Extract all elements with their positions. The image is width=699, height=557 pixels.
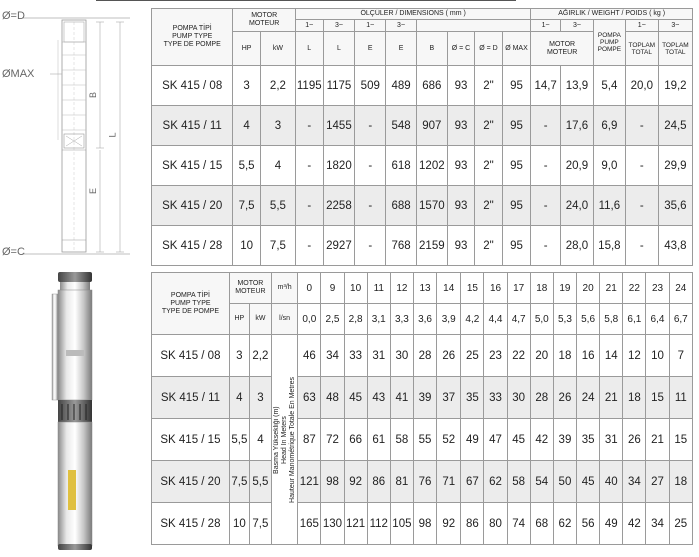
table2-head-cell: 62 (484, 461, 507, 503)
table1-wt-phase1: 1~ (625, 20, 658, 32)
table1-wm-phase3: 3~ (560, 20, 593, 32)
table1-cell-wt1: - (625, 146, 658, 186)
table1-cell-c: 93 (447, 106, 474, 146)
table1-cell-wt3: 35,6 (658, 186, 692, 226)
table2-head-cell: 22 (507, 335, 530, 377)
table1-cell-d: 2" (475, 66, 502, 106)
table2-head-cell: 45 (577, 461, 600, 503)
table2-flow-ls: 2,8 (344, 304, 367, 335)
table2-head-cell: 35 (577, 419, 600, 461)
table1-e-phase3: 3~ (386, 20, 417, 32)
table2-head-cell: 92 (344, 461, 367, 503)
table2-head-cell: 47 (484, 419, 507, 461)
table1-cell-l3: 1175 (323, 66, 355, 106)
table2-head-cell: 121 (344, 503, 367, 545)
table2-cell-hp: 7,5 (229, 461, 249, 503)
table2-cell-kw: 4 (249, 419, 271, 461)
table2-head-cell: 76 (413, 461, 436, 503)
table2-head-cell: 10 (646, 335, 669, 377)
table2-head-cell: 81 (390, 461, 413, 503)
table1-pump-weight-header: POMPA PUMP POMPE (593, 20, 625, 66)
table2-head-cell: 23 (484, 335, 507, 377)
table2-head-cell: 33 (484, 377, 507, 419)
table2-head-cell: 74 (507, 503, 530, 545)
table1-cell-b: 2159 (416, 226, 447, 266)
table2-head-cell: 18 (553, 335, 576, 377)
head-label-line: Head In Meters (280, 415, 288, 464)
table2-head-cell: 45 (344, 377, 367, 419)
table2-kw-header: kW (249, 304, 271, 335)
table1-cell-e1: 509 (355, 66, 386, 106)
table1-cell-l3: 1455 (323, 106, 355, 146)
table2-head-cell: 86 (461, 503, 484, 545)
table1-cell-hp: 3 (233, 66, 260, 106)
table1-cell-wt1: - (625, 106, 658, 146)
table1-row (152, 146, 693, 186)
table2-head-cell: 55 (413, 419, 436, 461)
table1-cell-wm1: - (531, 226, 561, 266)
table2-head-cell: 30 (390, 335, 413, 377)
table2-cell-hp: 3 (229, 335, 249, 377)
table1-l1-header: L (296, 32, 323, 66)
table1-hp-header: HP (233, 32, 260, 66)
table1-e1-header: E (355, 32, 386, 66)
table1-cell-l3: 1820 (323, 146, 355, 186)
head-in-meters-label (271, 335, 297, 545)
table2-flow-ls: 3,6 (413, 304, 436, 335)
table2-flow-ls: 5,8 (600, 304, 623, 335)
table1-kw-header: kW (260, 32, 295, 66)
dimension-b-label: B (88, 91, 99, 99)
table2-flow-ls: 5,6 (577, 304, 600, 335)
table1-cell-e3: 688 (386, 186, 417, 226)
table2-head-cell: 35 (461, 377, 484, 419)
table1-cell-wt3: 43,8 (658, 226, 692, 266)
table1-wt-phase3: 3~ (658, 20, 692, 32)
table2-head-cell: 7 (669, 335, 692, 377)
table1-wm-phase1: 1~ (531, 20, 561, 32)
table2-head-cell: 52 (437, 419, 461, 461)
table1-total1-header: TOPLAM TOTAL (625, 32, 658, 66)
table1-cell-hp: 5,5 (233, 146, 260, 186)
table1-cell-wp: 11,6 (593, 186, 625, 226)
table2-flow-m3h: 24 (669, 273, 692, 304)
table2-head-cell: 71 (437, 461, 461, 503)
table1-cell-e1: - (355, 146, 386, 186)
table2-cell-model: SK 415 / 20 (152, 461, 230, 503)
table2-head-cell: 80 (484, 503, 507, 545)
table2-head-cell: 40 (600, 461, 623, 503)
table1-blank-phase (416, 20, 530, 32)
table2-head-cell: 12 (623, 335, 646, 377)
table1-cell-model: SK 415 / 28 (152, 226, 233, 266)
table1-c-header: Ø = C (447, 32, 474, 66)
table1-cell-c: 93 (447, 66, 474, 106)
table2-flow-ls: 0,0 (298, 304, 321, 335)
table1-cell-b: 1570 (416, 186, 447, 226)
table2-head-cell: 54 (530, 461, 553, 503)
table1-cell-wm3: 13,9 (560, 66, 593, 106)
table2-flow-ls: 5,3 (553, 304, 576, 335)
table1-cell-d: 2" (475, 226, 502, 266)
table1-cell-l3: 2927 (323, 226, 355, 266)
table1-cell-wt1: - (625, 186, 658, 226)
table1-cell-wp: 9,0 (593, 146, 625, 186)
table2-head-cell: 42 (530, 419, 553, 461)
table2-ls-unit: l/sn (271, 304, 297, 335)
table1-cell-l1: - (296, 106, 323, 146)
table2-flow-m3h: 14 (437, 273, 461, 304)
table2-head-cell: 48 (321, 377, 344, 419)
pump-photo-illustration (40, 270, 110, 552)
table1-row (152, 186, 693, 226)
table2-flow-ls: 4,2 (461, 304, 484, 335)
table2-head-cell: 58 (507, 461, 530, 503)
table2-head-cell: 45 (507, 419, 530, 461)
table2-row (152, 335, 693, 377)
table1-motor-header: MOTOR MOTEUR (233, 9, 296, 32)
table2-head-cell: 26 (553, 377, 576, 419)
table2-head-cell: 30 (507, 377, 530, 419)
table2-cell-kw: 5,5 (249, 461, 271, 503)
table2-flow-ls: 6,7 (669, 304, 692, 335)
table1-cell-wp: 6,9 (593, 106, 625, 146)
table2-head-cell: 58 (390, 419, 413, 461)
table2-head-cell: 39 (553, 419, 576, 461)
table1-cell-wm1: - (531, 146, 561, 186)
table2-head-cell: 46 (298, 335, 321, 377)
table2-flow-ls: 4,7 (507, 304, 530, 335)
table1-cell-wt1: - (625, 226, 658, 266)
table2-head-cell: 25 (461, 335, 484, 377)
table2-head-cell: 61 (367, 419, 390, 461)
pump-outline-drawing (0, 0, 150, 268)
table2-cell-model: SK 415 / 28 (152, 503, 230, 545)
table2-head-cell: 41 (390, 377, 413, 419)
table2-head-cell: 28 (413, 335, 436, 377)
table2-flow-ls: 3,1 (367, 304, 390, 335)
table2-flow-m3h: 19 (553, 273, 576, 304)
table1-cell-e1: - (355, 226, 386, 266)
table1-cell-l1: - (296, 146, 323, 186)
table2-cell-kw: 2,2 (249, 335, 271, 377)
table1-cell-hp: 4 (233, 106, 260, 146)
dimensions-weights-table (151, 8, 693, 266)
table2-flow-m3h: 12 (390, 273, 413, 304)
table2-head-cell: 87 (298, 419, 321, 461)
table2-head-cell: 16 (577, 335, 600, 377)
dimension-e-label: E (88, 187, 99, 195)
table1-e-phase1: 1~ (355, 20, 386, 32)
table2-head-cell: 66 (344, 419, 367, 461)
table1-cell-e3: 548 (386, 106, 417, 146)
table2-flow-m3h: 10 (344, 273, 367, 304)
table1-cell-kw: 5,5 (260, 186, 295, 226)
table1-total3-header: TOPLAM TOTAL (658, 32, 692, 66)
table1-cell-kw: 2,2 (260, 66, 295, 106)
table1-cell-wt3: 24,5 (658, 106, 692, 146)
table2-head-cell: 34 (321, 335, 344, 377)
table2-head-cell: 49 (461, 419, 484, 461)
table2-head-cell: 21 (600, 377, 623, 419)
table2-head-cell: 43 (367, 377, 390, 419)
table2-flow-ls: 5,0 (530, 304, 553, 335)
table1-cell-wm3: 20,9 (560, 146, 593, 186)
table2-cell-model: SK 415 / 11 (152, 377, 230, 419)
table2-head-cell: 34 (646, 503, 669, 545)
table2-flow-m3h: 16 (484, 273, 507, 304)
table2-head-cell: 92 (437, 503, 461, 545)
table1-cell-kw: 4 (260, 146, 295, 186)
table2-head-cell: 25 (669, 503, 692, 545)
table1-cell-e1: - (355, 186, 386, 226)
table2-flow-ls: 6,4 (646, 304, 669, 335)
head-label-line: Hauteur Manométrique Totale En Metres (288, 376, 296, 503)
table2-head-cell: 24 (577, 377, 600, 419)
table1-l-phase1: 1~ (296, 20, 323, 32)
table2-head-cell: 98 (413, 503, 436, 545)
table2-head-cell: 68 (530, 503, 553, 545)
pump-dimension-drawing (0, 0, 150, 268)
table2-head-cell: 11 (669, 377, 692, 419)
table1-cell-hp: 10 (233, 226, 260, 266)
diameter-c-label: Ø=C (2, 246, 25, 258)
table2-flow-m3h: 9 (321, 273, 344, 304)
table2-head-cell: 56 (577, 503, 600, 545)
table2-cell-model: SK 415 / 15 (152, 419, 230, 461)
table2-head-cell: 27 (646, 461, 669, 503)
table2-head-cell: 105 (390, 503, 413, 545)
table2-head-cell: 86 (367, 461, 390, 503)
table1-cell-e3: 768 (386, 226, 417, 266)
table2-head-cell: 26 (437, 335, 461, 377)
table1-row (152, 66, 693, 106)
table2-row (152, 377, 693, 419)
table1-cell-wm1: 14,7 (531, 66, 561, 106)
table2-flow-m3h: 18 (530, 273, 553, 304)
table2-head-cell: 63 (298, 377, 321, 419)
table1-pump-type-header: POMPA TİPİ PUMP TYPE TYPE DE POMPE (152, 9, 233, 66)
table1-cell-wt1: 20,0 (625, 66, 658, 106)
table2-head-cell: 39 (413, 377, 436, 419)
table2-cell-kw: 3 (249, 377, 271, 419)
table1-cell-model: SK 415 / 11 (152, 106, 233, 146)
table1-dimensions-header: ÖLÇÜLER / DIMENSIONS ( mm ) (296, 9, 531, 20)
table2-flow-m3h: 21 (600, 273, 623, 304)
table2-head-cell: 130 (321, 503, 344, 545)
table1-cell-l3: 2258 (323, 186, 355, 226)
pump-product-image (40, 270, 110, 552)
table1-cell-e1: - (355, 106, 386, 146)
table1-motor-weight-header: MOTOR MOTEUR (531, 32, 594, 66)
table2-row (152, 461, 693, 503)
table2-flow-m3h: 15 (461, 273, 484, 304)
table1-cell-b: 1202 (416, 146, 447, 186)
table2-head-cell: 20 (530, 335, 553, 377)
table2-head-cell: 15 (646, 377, 669, 419)
table1-cell-wt3: 19,2 (658, 66, 692, 106)
table1-cell-wt3: 29,9 (658, 146, 692, 186)
table2-hp-header: HP (229, 304, 249, 335)
table1-cell-wm3: 24,0 (560, 186, 593, 226)
table2-head-cell: 33 (344, 335, 367, 377)
table2-flow-m3h: 11 (367, 273, 390, 304)
table2-head-cell: 18 (623, 377, 646, 419)
table1-cell-e3: 489 (386, 66, 417, 106)
table2-flow-m3h: 0 (298, 273, 321, 304)
table2-flow-m3h: 22 (623, 273, 646, 304)
table2-flow-ls: 3,3 (390, 304, 413, 335)
table2-head-cell: 28 (530, 377, 553, 419)
table2-m3h-unit: m³/h (271, 273, 297, 304)
table1-cell-l1: - (296, 226, 323, 266)
table2-motor-header: MOTOR MOTEUR (229, 273, 271, 304)
table2-head-cell: 49 (600, 503, 623, 545)
table2-head-cell: 98 (321, 461, 344, 503)
dimension-l-label: L (107, 132, 118, 138)
table2-head-cell: 72 (321, 419, 344, 461)
table1-cell-wm3: 28,0 (560, 226, 593, 266)
table2-head-cell: 121 (298, 461, 321, 503)
table2-head-cell: 26 (623, 419, 646, 461)
table2-head-cell: 37 (437, 377, 461, 419)
table1-cell-max: 95 (502, 186, 531, 226)
table2-row (152, 419, 693, 461)
table2-head-cell: 50 (553, 461, 576, 503)
table1-cell-e3: 618 (386, 146, 417, 186)
table1-cell-wm1: - (531, 106, 561, 146)
table2-head-cell: 31 (367, 335, 390, 377)
table2-head-cell: 14 (600, 335, 623, 377)
table2-flow-m3h: 20 (577, 273, 600, 304)
table2-head-cell: 62 (553, 503, 576, 545)
table2-cell-kw: 7,5 (249, 503, 271, 545)
table2-head-cell: 18 (669, 461, 692, 503)
diameter-d-label: Ø=D (2, 10, 25, 22)
table2-flow-m3h: 13 (413, 273, 436, 304)
table1-cell-wp: 15,8 (593, 226, 625, 266)
table1-cell-model: SK 415 / 20 (152, 186, 233, 226)
head-label-line: Basma Yüksekliği (m) (272, 405, 280, 474)
table1-cell-max: 95 (502, 66, 531, 106)
table2-head-cell: 67 (461, 461, 484, 503)
table2-head-cell: 165 (298, 503, 321, 545)
table2-cell-hp: 5,5 (229, 419, 249, 461)
table1-cell-max: 95 (502, 106, 531, 146)
table1-cell-model: SK 415 / 08 (152, 66, 233, 106)
diameter-max-label: ØMAX (2, 68, 35, 80)
table1-d-header: Ø = D (475, 32, 502, 66)
table1-cell-b: 686 (416, 66, 447, 106)
table2-head-cell: 21 (646, 419, 669, 461)
table1-cell-c: 93 (447, 226, 474, 266)
table2-flow-ls: 3,9 (437, 304, 461, 335)
table1-cell-max: 95 (502, 146, 531, 186)
performance-table (151, 272, 693, 545)
table1-cell-wm1: - (531, 186, 561, 226)
table2-head-cell: 112 (367, 503, 390, 545)
table2-flow-ls: 4,4 (484, 304, 507, 335)
table1-cell-b: 907 (416, 106, 447, 146)
table1-weight-header: AĞIRLIK / WEIGHT / POIDS ( kg ) (531, 9, 693, 20)
table2-cell-hp: 4 (229, 377, 249, 419)
table1-cell-wm3: 17,6 (560, 106, 593, 146)
table1-cell-l1: 1195 (296, 66, 323, 106)
table1-cell-d: 2" (475, 186, 502, 226)
table1-cell-c: 93 (447, 146, 474, 186)
table1-row (152, 226, 693, 266)
table2-flow-m3h: 23 (646, 273, 669, 304)
table2-cell-model: SK 415 / 08 (152, 335, 230, 377)
table2-pump-type-header: POMPA TİPİ PUMP TYPE TYPE DE POMPE (152, 273, 230, 335)
table1-cell-hp: 7,5 (233, 186, 260, 226)
table1-cell-kw: 7,5 (260, 226, 295, 266)
table1-cell-l1: - (296, 186, 323, 226)
table1-l3-header: L (323, 32, 355, 66)
table2-head-cell: 31 (600, 419, 623, 461)
table2-flow-ls: 6,1 (623, 304, 646, 335)
table2-head-cell: 15 (669, 419, 692, 461)
table2-head-cell: 34 (623, 461, 646, 503)
table1-cell-max: 95 (502, 226, 531, 266)
table1-row (152, 106, 693, 146)
table1-cell-c: 93 (447, 186, 474, 226)
table2-row (152, 503, 693, 545)
table1-cell-d: 2" (475, 106, 502, 146)
table1-cell-kw: 3 (260, 106, 295, 146)
table1-l-phase3: 3~ (323, 20, 355, 32)
table2-head-cell: 42 (623, 503, 646, 545)
table1-cell-model: SK 415 / 15 (152, 146, 233, 186)
table2-flow-m3h: 17 (507, 273, 530, 304)
table1-max-header: Ø MAX (502, 32, 531, 66)
table2-cell-hp: 10 (229, 503, 249, 545)
table1-e3-header: E (386, 32, 417, 66)
table1-b-header: B (416, 32, 447, 66)
table2-flow-ls: 2,5 (321, 304, 344, 335)
table1-cell-d: 2" (475, 146, 502, 186)
table1-cell-wp: 5,4 (593, 66, 625, 106)
top-rule (96, 0, 516, 1)
